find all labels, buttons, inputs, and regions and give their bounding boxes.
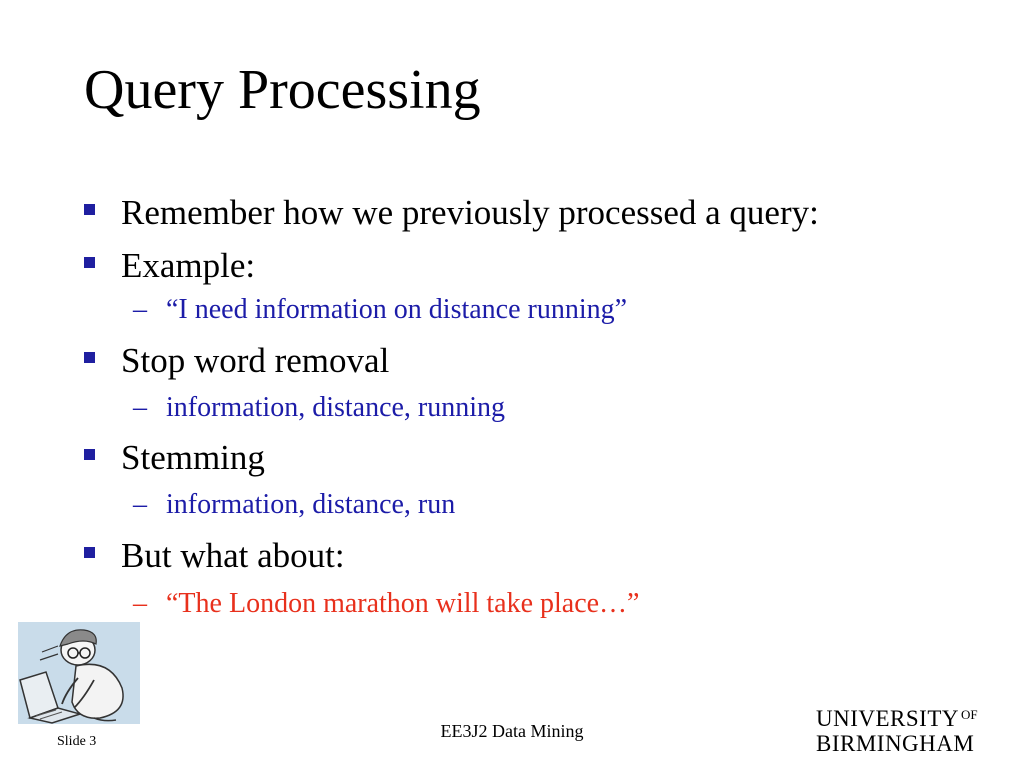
course-title: EE3J2 Data Mining	[440, 721, 584, 741]
logo-line-2: BIRMINGHAM	[816, 731, 975, 756]
square-bullet-icon	[84, 449, 95, 460]
logo-of: OF	[961, 707, 978, 722]
sub-bullet-text: information, distance, run	[166, 489, 456, 520]
square-bullet-icon	[84, 547, 95, 558]
bullet-text: Stop word removal	[121, 341, 390, 380]
dash-bullet: –	[133, 489, 147, 520]
bullet-text: Stemming	[121, 438, 265, 477]
square-bullet-icon	[84, 257, 95, 268]
slide-number: Slide 3	[57, 734, 97, 749]
university-logo	[816, 706, 988, 758]
dash-bullet: –	[133, 294, 147, 325]
dash-bullet: –	[133, 588, 147, 619]
slide-title: Query Processing	[84, 59, 481, 121]
sub-bullet-text: information, distance, running	[166, 392, 506, 423]
person-at-computer-icon	[18, 622, 140, 724]
square-bullet-icon	[84, 352, 95, 363]
bullet-text: Remember how we previously processed a query:	[121, 193, 819, 232]
square-bullet-icon	[84, 204, 95, 215]
logo-line-1: UNIVERSITY	[816, 706, 959, 731]
sub-bullet-text: “The London marathon will take place…”	[166, 588, 640, 619]
bullet-text: But what about:	[121, 536, 345, 575]
bullet-text: Example:	[121, 246, 256, 285]
sub-bullet-text: “I need information on distance running”	[166, 294, 628, 325]
dash-bullet: –	[133, 392, 147, 423]
